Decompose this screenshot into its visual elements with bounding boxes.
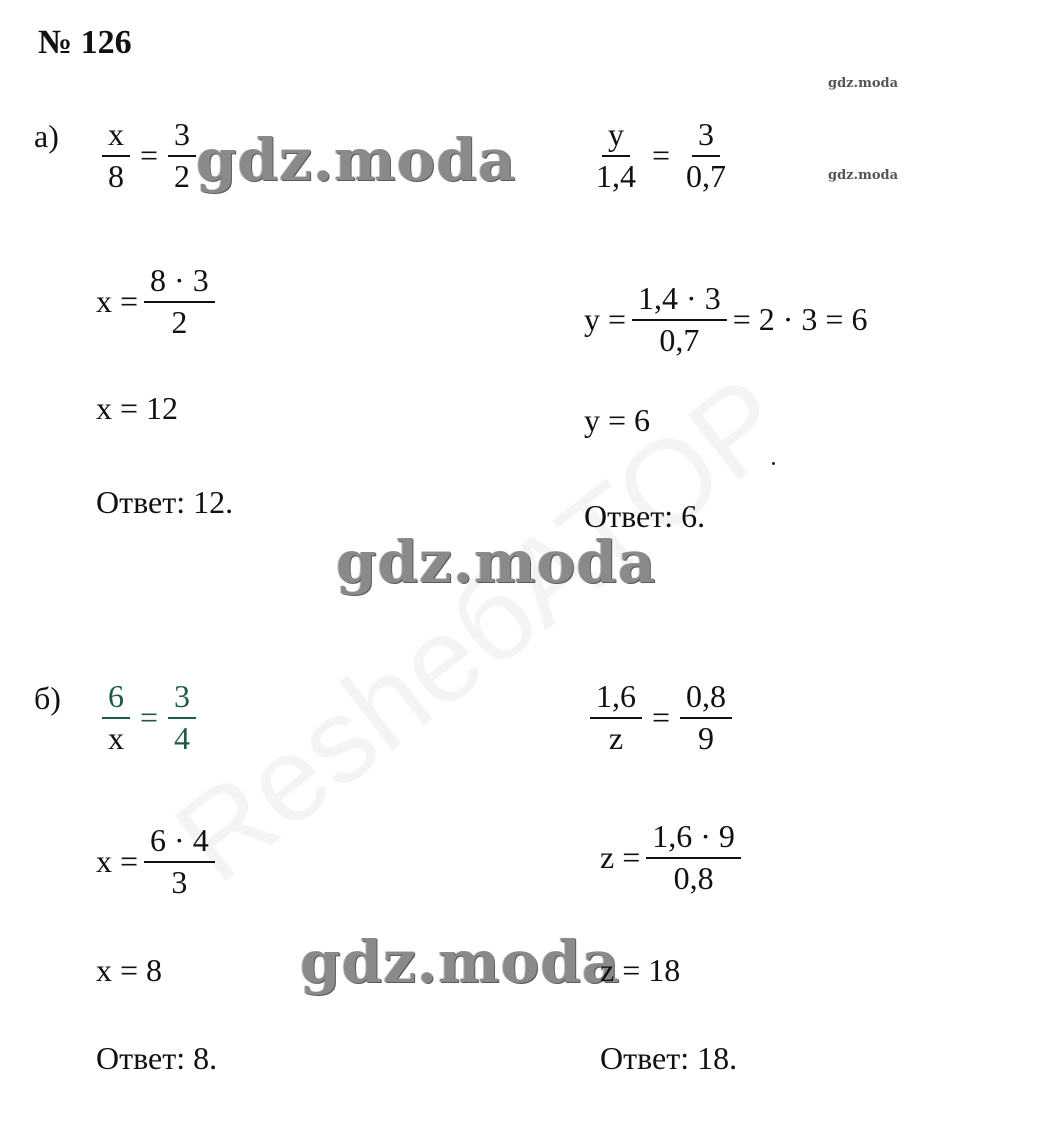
part-a-left-answer: Ответ: 12. <box>96 484 234 520</box>
fraction: $\frac{x}{8}$ <box>102 118 130 193</box>
problem-number: № 126 <box>38 24 132 61</box>
stray-dot <box>772 462 775 465</box>
small-watermark: gdz.moda <box>828 76 899 91</box>
fraction: $\frac{3}{4}$ <box>168 680 196 755</box>
part-a-left-proportion: $\frac{x}{8}$ = $\frac{3}{2}$ <box>96 118 202 193</box>
fraction: $\frac{1,6 \cdot 9}{0,8}$ <box>646 820 741 895</box>
part-a-right-result: y = 6 <box>584 402 651 438</box>
watermark: gdz.moda <box>300 928 621 996</box>
part-b-right-result: z = 18 <box>600 952 681 988</box>
part-b-right-proportion: $\frac{1,6}{z}$ = $\frac{0,8}{9}$ <box>584 680 738 755</box>
part-b-left-result: x = 8 <box>96 952 163 988</box>
fraction: $\frac{1,4 \cdot 3}{0,7}$ <box>632 282 727 357</box>
part-a-left-solution: x = $\frac{8 \cdot 3}{2}$ <box>96 264 221 339</box>
fraction: $\frac{y}{1,4}$ <box>596 116 636 194</box>
part-b-right-answer: Ответ: 18. <box>600 1040 738 1076</box>
fraction: $\frac{6}{x}$ <box>102 680 130 755</box>
fraction: $\frac{3}{0,7}$ <box>686 116 727 194</box>
part-b-left-proportion: $\frac{6}{x}$ = $\frac{3}{4}$ <box>96 680 202 755</box>
part-a-right-proportion: $\frac{y}{1,4}$ = $\frac{3}{0,7}$ <box>584 118 738 193</box>
part-a-left-result: x = 12 <box>96 390 179 426</box>
part-a-label: а) <box>34 118 59 154</box>
part-b-label: б) <box>34 680 61 716</box>
part-b-right-solution: z = $\frac{1,6 \cdot 9}{0,8}$ <box>600 820 747 895</box>
fraction: $\frac{6 \cdot 4}{3}$ <box>144 824 215 899</box>
part-a-right-answer: Ответ: 6. <box>584 498 706 534</box>
part-a-right-solution: y = $\frac{1,4 \cdot 3}{0,7}$ = 2 · 3 = 6 <box>584 280 868 358</box>
small-watermark: gdz.moda <box>828 168 899 183</box>
fraction: $\frac{8 \cdot 3}{2}$ <box>144 264 215 339</box>
fraction: $\frac{1,6}{z}$ <box>590 680 642 755</box>
part-b-left-answer: Ответ: 8. <box>96 1040 218 1076</box>
part-b-left-solution: x = $\frac{6 \cdot 4}{3}$ <box>96 824 221 899</box>
watermark: gdz.moda <box>196 126 517 194</box>
fraction: $\frac{0,8}{9}$ <box>680 680 732 755</box>
watermark: gdz.moda <box>336 528 657 596</box>
fraction: $\frac{3}{2}$ <box>168 118 196 193</box>
